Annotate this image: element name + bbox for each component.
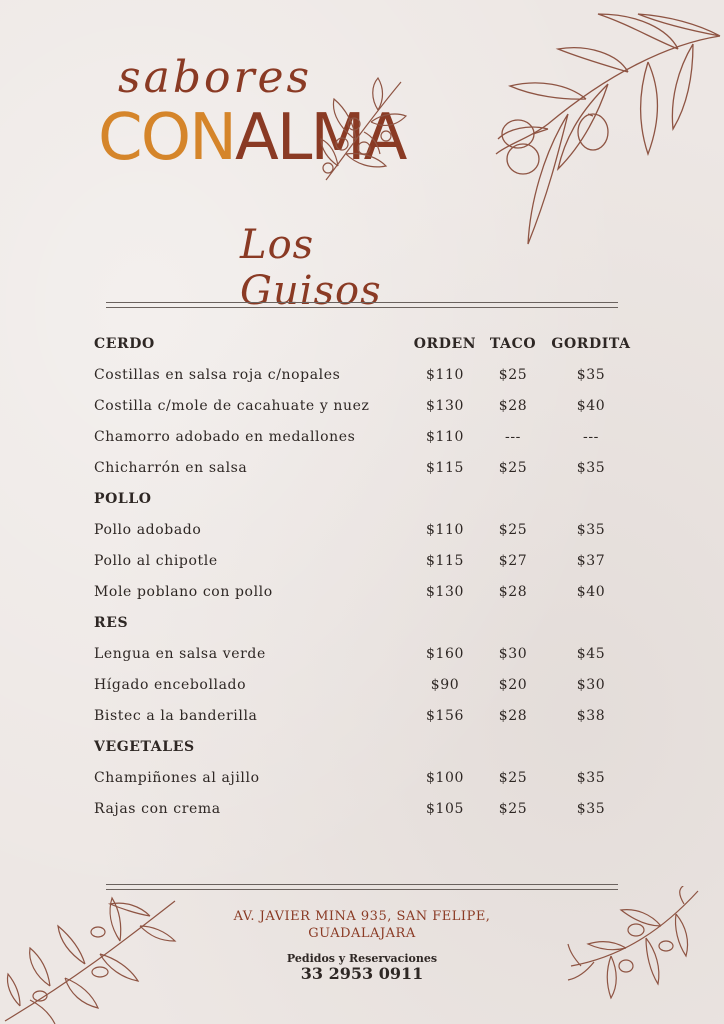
dish-name: Chamorro adobado en medallones xyxy=(94,429,356,445)
price-taco: --- xyxy=(505,429,521,445)
table-row xyxy=(94,394,654,418)
page-title: Los Guisos xyxy=(240,222,382,314)
logo-sabores: sabores xyxy=(118,52,313,103)
dish-name: Hígado encebollado xyxy=(94,677,247,693)
price-orden: $115 xyxy=(425,553,465,569)
table-row xyxy=(94,518,654,542)
bottom-divider xyxy=(106,884,618,890)
price-orden: $115 xyxy=(425,460,465,476)
table-row xyxy=(94,425,654,449)
price-gordita: $37 xyxy=(576,553,606,569)
dish-name: Bistec a la banderilla xyxy=(94,708,258,724)
table-row xyxy=(94,549,654,573)
table-row xyxy=(94,797,654,821)
cat-row xyxy=(94,611,654,635)
column-header-taco: TACO xyxy=(489,336,537,352)
address-line-1: AV. JAVIER MINA 935, SAN FELIPE, xyxy=(233,909,491,924)
price-taco: $27 xyxy=(498,553,528,569)
logo-con: CON xyxy=(98,101,235,175)
price-orden: $110 xyxy=(425,522,465,538)
price-gordita: $38 xyxy=(576,708,606,724)
category-heading: CERDO xyxy=(94,336,155,352)
dish-name: Chicharrón en salsa xyxy=(94,460,248,476)
price-orden: $100 xyxy=(425,770,465,786)
table-row xyxy=(94,673,654,697)
price-orden: $90 xyxy=(430,677,460,693)
cat-row xyxy=(94,735,654,759)
address-line-2: GUADALAJARA xyxy=(308,926,416,941)
dish-name: Costillas en salsa roja c/nopales xyxy=(94,367,341,383)
price-taco: $25 xyxy=(498,460,528,476)
berry-branch-icon xyxy=(316,74,411,186)
dish-name: Costilla c/mole de cacahuate y nuez xyxy=(94,398,370,414)
price-taco: $28 xyxy=(498,708,528,724)
price-gordita: $35 xyxy=(576,522,606,538)
price-taco: $25 xyxy=(498,522,528,538)
dish-name: Mole poblano con pollo xyxy=(94,584,273,600)
price-taco: $28 xyxy=(498,398,528,414)
price-orden: $160 xyxy=(425,646,465,662)
price-orden: $156 xyxy=(425,708,465,724)
price-gordita: $40 xyxy=(576,398,606,414)
olive-branch-icon xyxy=(0,896,180,1024)
price-taco: $25 xyxy=(498,801,528,817)
table-row xyxy=(94,642,654,666)
price-taco: $28 xyxy=(498,584,528,600)
table-row xyxy=(94,456,654,480)
dish-name: Lengua en salsa verde xyxy=(94,646,266,662)
price-orden: $130 xyxy=(425,584,465,600)
price-taco: $20 xyxy=(498,677,528,693)
table-row xyxy=(94,704,654,728)
orders-label: Pedidos y Reservaciones xyxy=(286,952,438,965)
category-heading: RES xyxy=(94,615,129,631)
table-row xyxy=(94,580,654,604)
price-orden: $130 xyxy=(425,398,465,414)
price-taco: $30 xyxy=(498,646,528,662)
column-header-gordita: GORDITA xyxy=(551,336,631,352)
price-orden: $110 xyxy=(425,367,465,383)
price-gordita: $30 xyxy=(576,677,606,693)
price-taco: $25 xyxy=(498,367,528,383)
price-orden: $105 xyxy=(425,801,465,817)
price-taco: $25 xyxy=(498,770,528,786)
price-gordita: $45 xyxy=(576,646,606,662)
dish-name: Pollo al chipotle xyxy=(94,553,218,569)
table-row xyxy=(94,766,654,790)
price-orden: $110 xyxy=(425,429,465,445)
dish-name: Champiñones al ajillo xyxy=(94,770,260,786)
dish-name: Pollo adobado xyxy=(94,522,202,538)
dish-name: Rajas con crema xyxy=(94,801,221,817)
cat-row xyxy=(94,487,654,511)
table-row xyxy=(94,363,654,387)
price-gordita: $40 xyxy=(576,584,606,600)
category-heading: POLLO xyxy=(94,491,152,507)
logo-alma: ALMA xyxy=(234,101,406,175)
price-gordita: $35 xyxy=(576,770,606,786)
price-gordita: --- xyxy=(583,429,599,445)
olive-branch-icon xyxy=(488,4,724,254)
footer-address xyxy=(212,908,512,942)
price-gordita: $35 xyxy=(576,367,606,383)
olive-branch-icon xyxy=(566,886,706,1004)
category-heading: VEGETALES xyxy=(94,739,195,755)
brand-logo xyxy=(96,30,426,190)
phone-number: 33 2953 0911 xyxy=(300,964,424,983)
price-gordita: $35 xyxy=(576,460,606,476)
price-gordita: $35 xyxy=(576,801,606,817)
top-divider xyxy=(106,302,618,308)
header-row xyxy=(94,332,654,356)
column-header-orden: ORDEN xyxy=(413,336,477,352)
